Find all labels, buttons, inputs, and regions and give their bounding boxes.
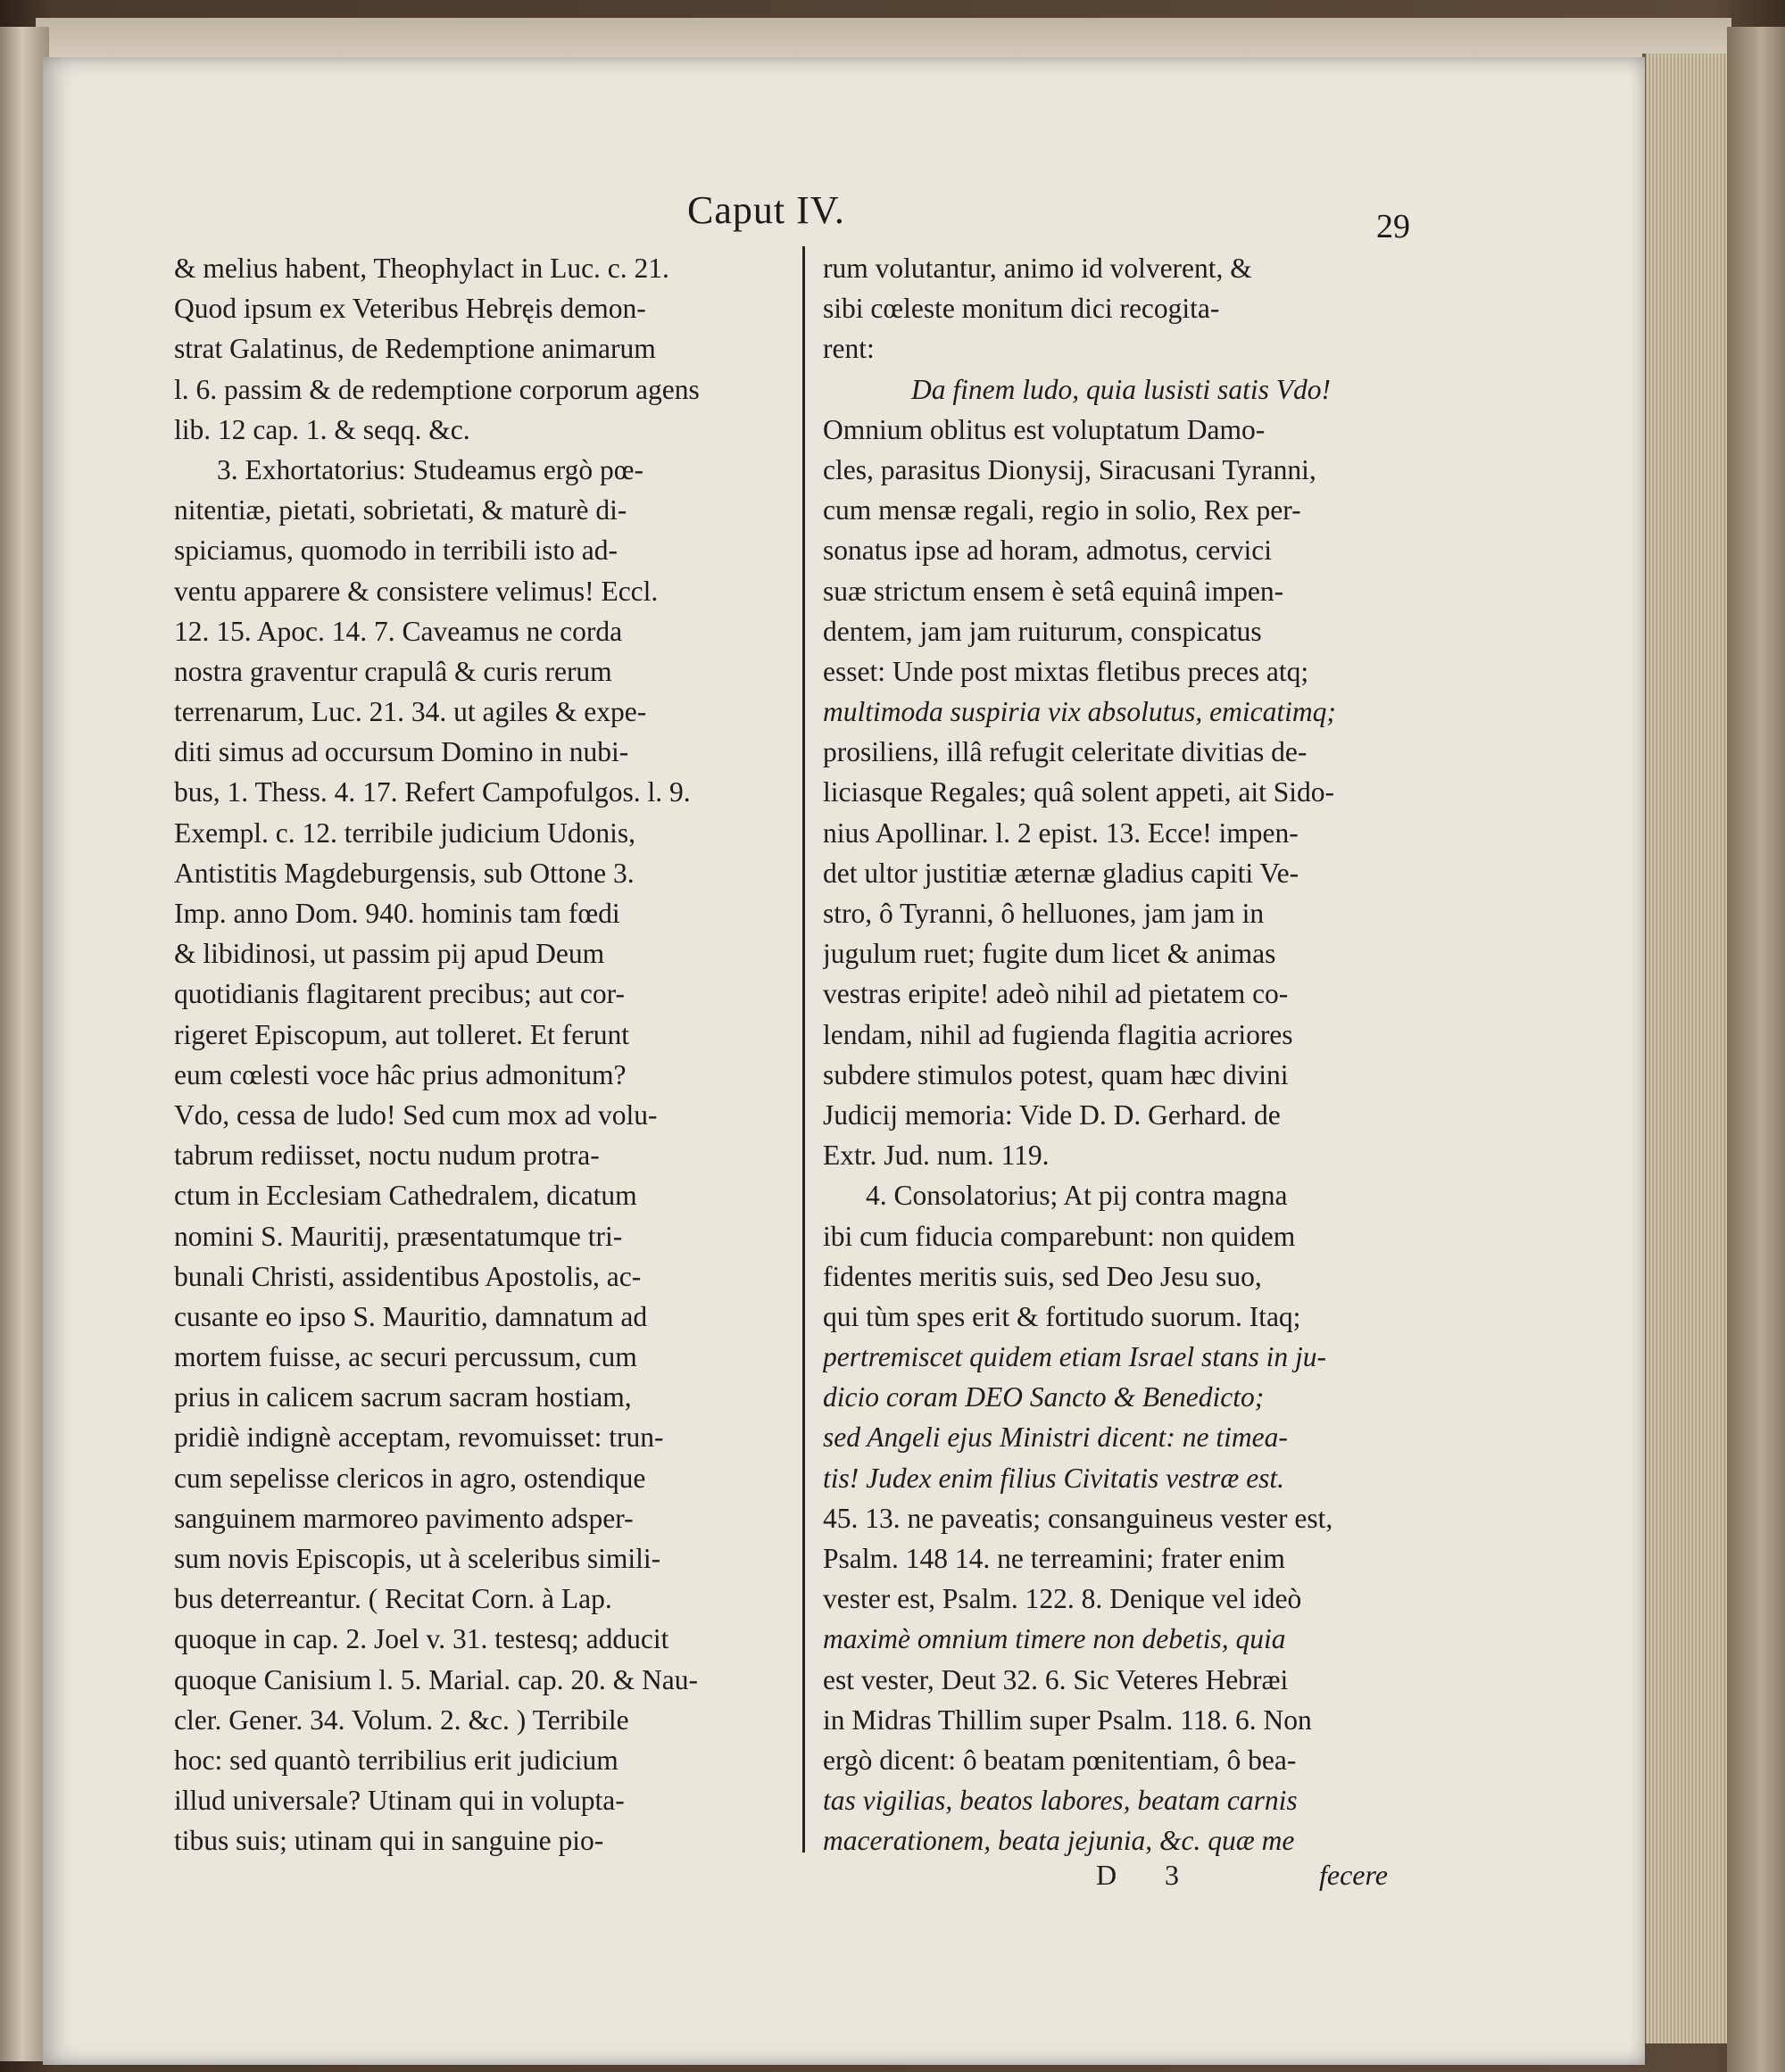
text-line: sonatus ipse ad horam, admotus, cervici [823,535,1273,567]
text-line: ventu apparere & consistere velimus! Eccl. [174,575,659,607]
paragraph-start-line: 3. Exhortatorius: Studeamus ergò pœ- [217,453,643,485]
text-line: Psalm. 148 14. ne terreamini; frater enim [823,1543,1285,1574]
text-line: lendam, nihil ad fugienda flagitia acriores [823,1018,1293,1050]
text-line: cler. Gener. 34. Volum. 2. &c. ) Terribile [174,1703,629,1736]
left-column [174,248,790,1861]
text-line: cles, parasitus Dionysij, Siracusani Tyranni, [823,453,1316,485]
text-line: lib. 12 cap. 1. & seqq. &c. [174,413,470,445]
text-line: hoc: sed quantò terribilius erit judicium [174,1744,619,1776]
page-stack-edge [1642,54,1731,2043]
text-line: Judicij memoria: Vide D. D. Gerhard. de [823,1098,1281,1131]
text-line: Extr. Jud. num. 119. [823,1140,1050,1172]
text-line: eum cœlesti voce hâc prius admonitum? [174,1058,627,1090]
text-line: multimoda suspiria vix absolutus, emicatimq; [823,696,1336,728]
book-cover-right [1727,27,1785,2072]
text-line: prosiliens, illâ refugit celeritate divitias de- [823,736,1308,768]
text-line: vester est, Psalm. 122. 8. Denique vel ideò [823,1583,1302,1615]
text-line: Quod ipsum ex Veteribus Hebręis demon- [174,293,646,325]
text-line: stro, ô Tyranni, ô helluones, jam jam in [823,898,1265,929]
text-line: est vester, Deut 32. 6. Sic Veteres Hebræi [823,1663,1289,1695]
verse-line: Da finem ludo, quia lusisti satis Vdo! [911,373,1331,405]
text-line: nitentiæ, pietati, sobrietati, & maturè di- [174,494,627,526]
text-line: mortem fuisse, ac securi percussum, cum [174,1341,637,1373]
text-line: spiciamus, quomodo in terribili isto ad- [174,535,618,567]
text-line: diti simus ad occursum Domino in nubi- [174,736,629,768]
text-line: nostra graventur crapulâ & curis rerum [174,655,612,687]
text-line: illud universale? Utinam qui in volupta- [174,1785,625,1817]
text-line: sanguinem marmoreo pavimento adsper- [174,1502,634,1534]
text-line: Exempl. c. 12. terribile judicium Udonis, [174,816,636,849]
text-line: bunali Christi, assidentibus Apostolis, ac- [174,1260,642,1292]
text-line: Antistitis Magdeburgensis, sub Ottone 3. [174,857,635,889]
text-line: maximè omnium timere non debetis, quia [823,1623,1286,1655]
book-top-edge [36,18,1731,62]
text-line: tabrum rediisset, noctu nudum protra- [174,1140,600,1172]
text-line: tas vigilias, beatos labores, beatam carnis [823,1785,1298,1817]
text-line: ergò dicent: ô beatam pœnitentiam, ô bea- [823,1744,1297,1776]
text-line: rent: [823,333,875,365]
running-header: Caput IV. [687,188,845,232]
text-line: cum sepelisse clericos in agro, ostendique [174,1462,646,1494]
text-line: rum volutantur, animo id volverent, & [823,253,1252,284]
right-column [823,248,1419,1861]
text-line: bus, 1. Thess. 4. 17. Refert Campofulgos. l. 9. [174,776,691,808]
text-line: dentem, jam jam ruiturum, conspicatus [823,615,1262,647]
signature-number: 3 [1165,1859,1179,1891]
text-line: det ultor justitiæ æternæ gladius capiti Ve- [823,857,1299,889]
book-left-edge [0,27,49,2061]
text-line: sed Angeli ejus Ministri dicent: ne timea- [823,1421,1288,1454]
text-line: suæ strictum ensem è setâ equinâ impen- [823,575,1284,607]
text-line: ibi cum fiducia comparebunt: non quidem [823,1220,1296,1252]
text-line: nius Apollinar. l. 2 epist. 13. Ecce! impen- [823,816,1299,849]
text-line: terrenarum, Luc. 21. 34. ut agiles & expe- [174,696,647,728]
column-divider [802,246,805,1852]
text-line: cusante eo ipso S. Mauritio, damnatum ad [174,1300,648,1332]
text-line: & melius habent, Theophylact in Luc. c. 21. [174,253,669,284]
text-line: 12. 15. Apoc. 14. 7. Caveamus ne corda [174,615,623,647]
paragraph-start-line: 4. Consolatorius; At pij contra magna [866,1180,1288,1212]
text-line: Omnium oblitus est voluptatum Damo- [823,413,1266,445]
text-line: Imp. anno Dom. 940. hominis tam fœdi [174,898,620,929]
text-line: qui tùm spes erit & fortitudo suorum. Itaq; [823,1300,1301,1332]
text-line: jugulum ruet; fugite dum licet & animas [823,938,1276,970]
text-line: tis! Judex enim filius Civitatis vestræ est. [823,1462,1285,1494]
text-line: pridiè indignè acceptam, revomuisset: trun- [174,1421,664,1454]
catchword: fecere [1319,1859,1388,1891]
text-line: quoque in cap. 2. Joel v. 31. testesq; adducit [174,1623,669,1655]
text-line: 45. 13. ne paveatis; consanguineus vester est, [823,1502,1333,1534]
text-line: esset: Unde post mixtas fletibus preces atq; [823,655,1309,687]
text-line: nomini S. Mauritij, præsentatumque tri- [174,1220,623,1252]
text-line: in Midras Thillim super Psalm. 118. 6. Non [823,1703,1312,1736]
text-line: cum mensæ regali, regio in solio, Rex per- [823,494,1301,526]
text-line: & libidinosi, ut passim pij apud Deum [174,938,605,970]
text-line: quotidianis flagitarent precibus; aut cor- [174,978,625,1010]
text-line: Vdo, cessa de ludo! Sed cum mox ad volu- [174,1098,658,1131]
text-line: strat Galatinus, de Redemptione animarum [174,333,656,365]
page-number: 29 [1376,208,1410,245]
text-line: tibus suis; utinam qui in sanguine pio- [174,1825,604,1857]
text-line: fidentes meritis suis, sed Deo Jesu suo, [823,1260,1262,1292]
text-line: liciasque Regales; quâ solent appeti, ait Sido- [823,776,1334,808]
text-line: bus deterreantur. ( Recitat Corn. à Lap. [174,1583,612,1615]
text-line: dicio coram DEO Sancto & Benedicto; [823,1381,1265,1413]
text-line: ctum in Ecclesiam Cathedralem, dicatum [174,1180,637,1212]
text-line: sibi cœleste monitum dici recogita- [823,293,1220,325]
text-line: pertremiscet quidem etiam Israel stans in ju- [823,1341,1327,1373]
text-line: rigeret Episcopum, aut tolleret. Et ferunt [174,1018,629,1050]
text-line: quoque Canisium l. 5. Marial. cap. 20. & Nau- [174,1663,699,1695]
text-line: sum novis Episcopis, ut à sceleribus simili- [174,1543,661,1574]
text-line: l. 6. passim & de redemptione corporum agens [174,373,700,405]
signature-mark: D [1096,1859,1117,1891]
text-line: macerationem, beata jejunia, &c. quæ me [823,1825,1295,1857]
text-line: prius in calicem sacrum sacram hostiam, [174,1381,632,1413]
text-line: subdere stimulos potest, quam hæc divini [823,1058,1289,1090]
text-line: vestras eripite! adeò nihil ad pietatem co- [823,978,1289,1010]
